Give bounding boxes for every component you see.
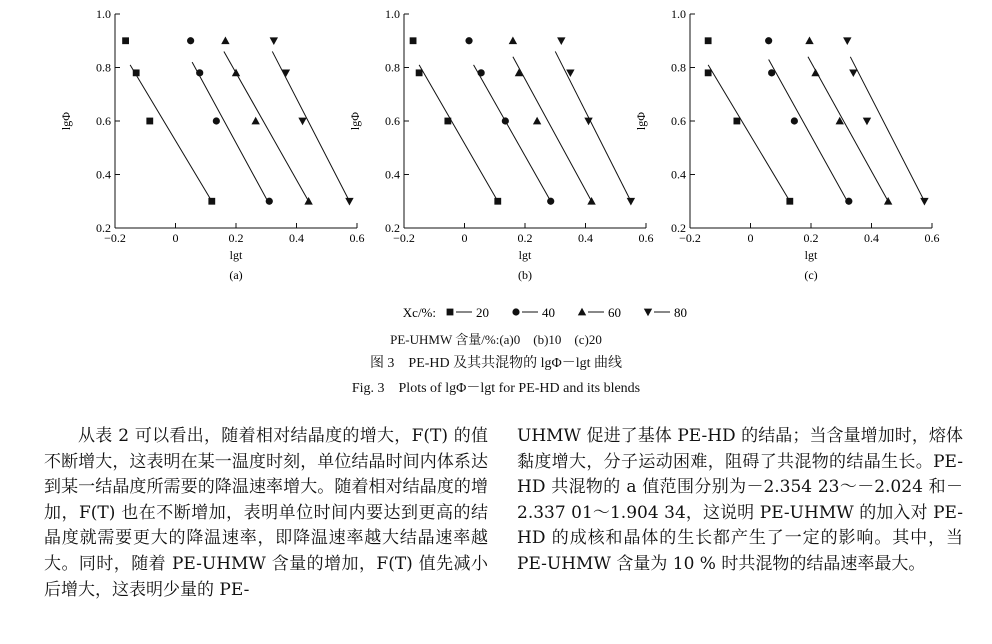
x-tick-label: 0.6 <box>349 231 365 245</box>
x-tick-label: 0.2 <box>803 231 819 245</box>
fit-line <box>192 62 268 201</box>
data-point <box>304 197 312 205</box>
y-tick-label: 0.2 <box>671 221 686 235</box>
x-tick-label: 0.6 <box>924 231 940 245</box>
data-point <box>122 37 129 44</box>
data-point <box>920 198 928 206</box>
data-point <box>478 69 485 76</box>
caption-en: Fig. 3 Plots of lgΦ－lgt for PE-HD and its blends <box>351 381 641 396</box>
x-tick-label: −0.2 <box>104 231 126 245</box>
data-point <box>884 197 892 205</box>
figure-3 <box>0 0 992 300</box>
data-point <box>208 198 215 205</box>
x-tick-label: 0.6 <box>638 231 654 245</box>
body-right-column <box>517 424 963 578</box>
x-tick-label: 0.4 <box>578 231 593 245</box>
fit-line <box>708 65 790 201</box>
data-point <box>444 118 451 125</box>
fit-line <box>419 65 498 201</box>
data-point <box>791 117 798 124</box>
data-point <box>213 117 220 124</box>
data-point <box>849 69 857 77</box>
x-axis-label: lgt <box>229 248 243 262</box>
data-point <box>196 69 203 76</box>
y-tick-label: 0.6 <box>96 114 111 128</box>
data-point <box>811 69 819 77</box>
data-point <box>187 37 194 44</box>
fit-line <box>272 51 349 201</box>
fit-line <box>850 57 924 201</box>
data-point <box>502 117 509 124</box>
body-paragraph-right: UHMW 促进了基体 PE-HD 的结晶；当含量增加时，熔体黏度增大，分子运动困难，阻碍了共混物的结晶生长。PE-HD 共混物的 a 值范围分别为－2.354 23～－2.024 和－2.337 01～1.904 34，这说明 PE-UHMW 的加入对 PE-HD 的成核和晶体的生长都产生了一定的影响。其中，当 PE-UHMW 含量为 10 % 时共混物的结晶速率最大。 <box>517 426 963 574</box>
data-point <box>345 198 353 206</box>
series-20 <box>122 37 215 204</box>
legend-xc <box>0 302 992 322</box>
series-80 <box>843 37 929 205</box>
series-40 <box>465 37 554 205</box>
legend-marker <box>644 309 652 317</box>
series-20 <box>410 37 502 204</box>
data-point <box>410 37 417 44</box>
data-point <box>705 69 712 76</box>
legend-marker <box>512 308 519 315</box>
y-axis-label: lgΦ <box>59 111 73 131</box>
data-point <box>627 198 635 206</box>
fit-line <box>555 51 631 201</box>
x-tick-label: 0 <box>172 231 179 245</box>
series-60 <box>221 37 313 205</box>
series-60 <box>805 37 892 205</box>
legend-xc-label: Xc/%: <box>402 305 436 320</box>
data-point <box>465 37 472 44</box>
legend-entry-label: 20 <box>476 305 489 320</box>
fit-line <box>769 59 848 201</box>
panel-label: (a) <box>229 268 243 282</box>
panel-label: (c) <box>804 268 818 282</box>
data-point <box>251 117 259 125</box>
x-tick-label: 0 <box>461 231 468 245</box>
data-point <box>765 37 772 44</box>
y-tick-label: 0.8 <box>96 60 111 75</box>
x-tick-label: −0.2 <box>679 231 701 245</box>
legend-entry-label: 80 <box>674 305 687 320</box>
data-point <box>863 118 871 126</box>
data-point <box>533 117 541 125</box>
series-80 <box>270 37 354 205</box>
y-tick-label: 0.2 <box>96 221 111 235</box>
y-axis-label: lgΦ <box>634 111 648 131</box>
data-point <box>146 118 153 125</box>
x-tick-label: −0.2 <box>393 231 415 245</box>
data-point <box>587 197 595 205</box>
data-point <box>768 69 775 76</box>
legend-entry-label: 60 <box>608 305 621 320</box>
data-point <box>705 37 712 44</box>
data-point <box>509 37 517 45</box>
panel-label: (b) <box>518 268 532 282</box>
chart-panel-1 <box>59 7 365 282</box>
y-tick-label: 1.0 <box>385 7 400 21</box>
data-point <box>232 69 240 77</box>
data-point <box>416 69 423 76</box>
fit-line <box>474 65 551 201</box>
data-point <box>733 118 740 125</box>
y-tick-label: 0.2 <box>385 221 400 235</box>
legend-markers <box>286 302 706 322</box>
y-tick-label: 1.0 <box>96 7 111 21</box>
data-point <box>282 69 290 77</box>
body-paragraph-left: 从表 2 可以看出，随着相对结晶度的增大，F(T) 的值不断增大，这表明在某一温度时刻，单位结晶时间内体系达到某一结晶度所需要的降温速率增大。随着相对结晶度的增加，F(T) 也在不断增加，表明单位时间内要达到更高的结晶度就需要更大的降温速率，即降温速率越大结晶速率越大。同时，随着 PE-UHMW 含量的增加，F(T) 值先减小后增大，这表明少量的 PE- <box>44 426 488 600</box>
legend-marker <box>447 309 454 316</box>
x-axis-label: lgt <box>518 248 532 262</box>
data-point <box>221 37 229 45</box>
legend-marker <box>578 308 586 316</box>
data-point <box>843 37 851 45</box>
chart-panel-3 <box>634 7 940 282</box>
legend-entry-label: 40 <box>542 305 555 320</box>
data-point <box>133 69 140 76</box>
y-tick-label: 0.4 <box>96 167 111 182</box>
x-tick-label: 0.4 <box>289 231 304 245</box>
caption-zh: 图 3 PE-HD 及其共混物的 lgΦ－lgt 曲线 <box>369 356 623 371</box>
data-point <box>270 37 278 45</box>
y-tick-label: 0.8 <box>671 60 686 75</box>
series-60 <box>509 37 596 205</box>
y-tick-label: 0.6 <box>671 114 686 128</box>
data-point <box>836 117 844 125</box>
y-tick-label: 0.4 <box>385 167 400 182</box>
chart-panel-2 <box>348 7 654 282</box>
fit-line <box>513 57 592 201</box>
legend-content-line: PE-UHMW 含量/%:(a)0 (b)10 (c)20 <box>390 332 602 347</box>
data-point <box>547 198 554 205</box>
x-axis-label: lgt <box>804 248 818 262</box>
data-point <box>298 118 306 126</box>
series-80 <box>555 37 635 205</box>
x-tick-label: 0.2 <box>517 231 533 245</box>
y-tick-label: 0.4 <box>671 167 686 182</box>
data-point <box>494 198 501 205</box>
fit-line <box>808 57 888 201</box>
y-axis-label: lgΦ <box>348 111 362 131</box>
data-point <box>557 37 565 45</box>
x-tick-label: 0.4 <box>864 231 879 245</box>
x-tick-label: 0 <box>747 231 754 245</box>
data-point <box>266 198 273 205</box>
data-point <box>805 37 813 45</box>
y-tick-label: 1.0 <box>671 7 686 21</box>
fit-line <box>130 65 212 201</box>
series-20 <box>705 37 793 204</box>
x-tick-label: 0.2 <box>228 231 244 245</box>
body-left-column <box>44 424 488 603</box>
y-tick-label: 0.6 <box>385 114 400 128</box>
data-point <box>845 198 852 205</box>
data-point <box>786 198 793 205</box>
y-tick-label: 0.8 <box>385 60 400 75</box>
